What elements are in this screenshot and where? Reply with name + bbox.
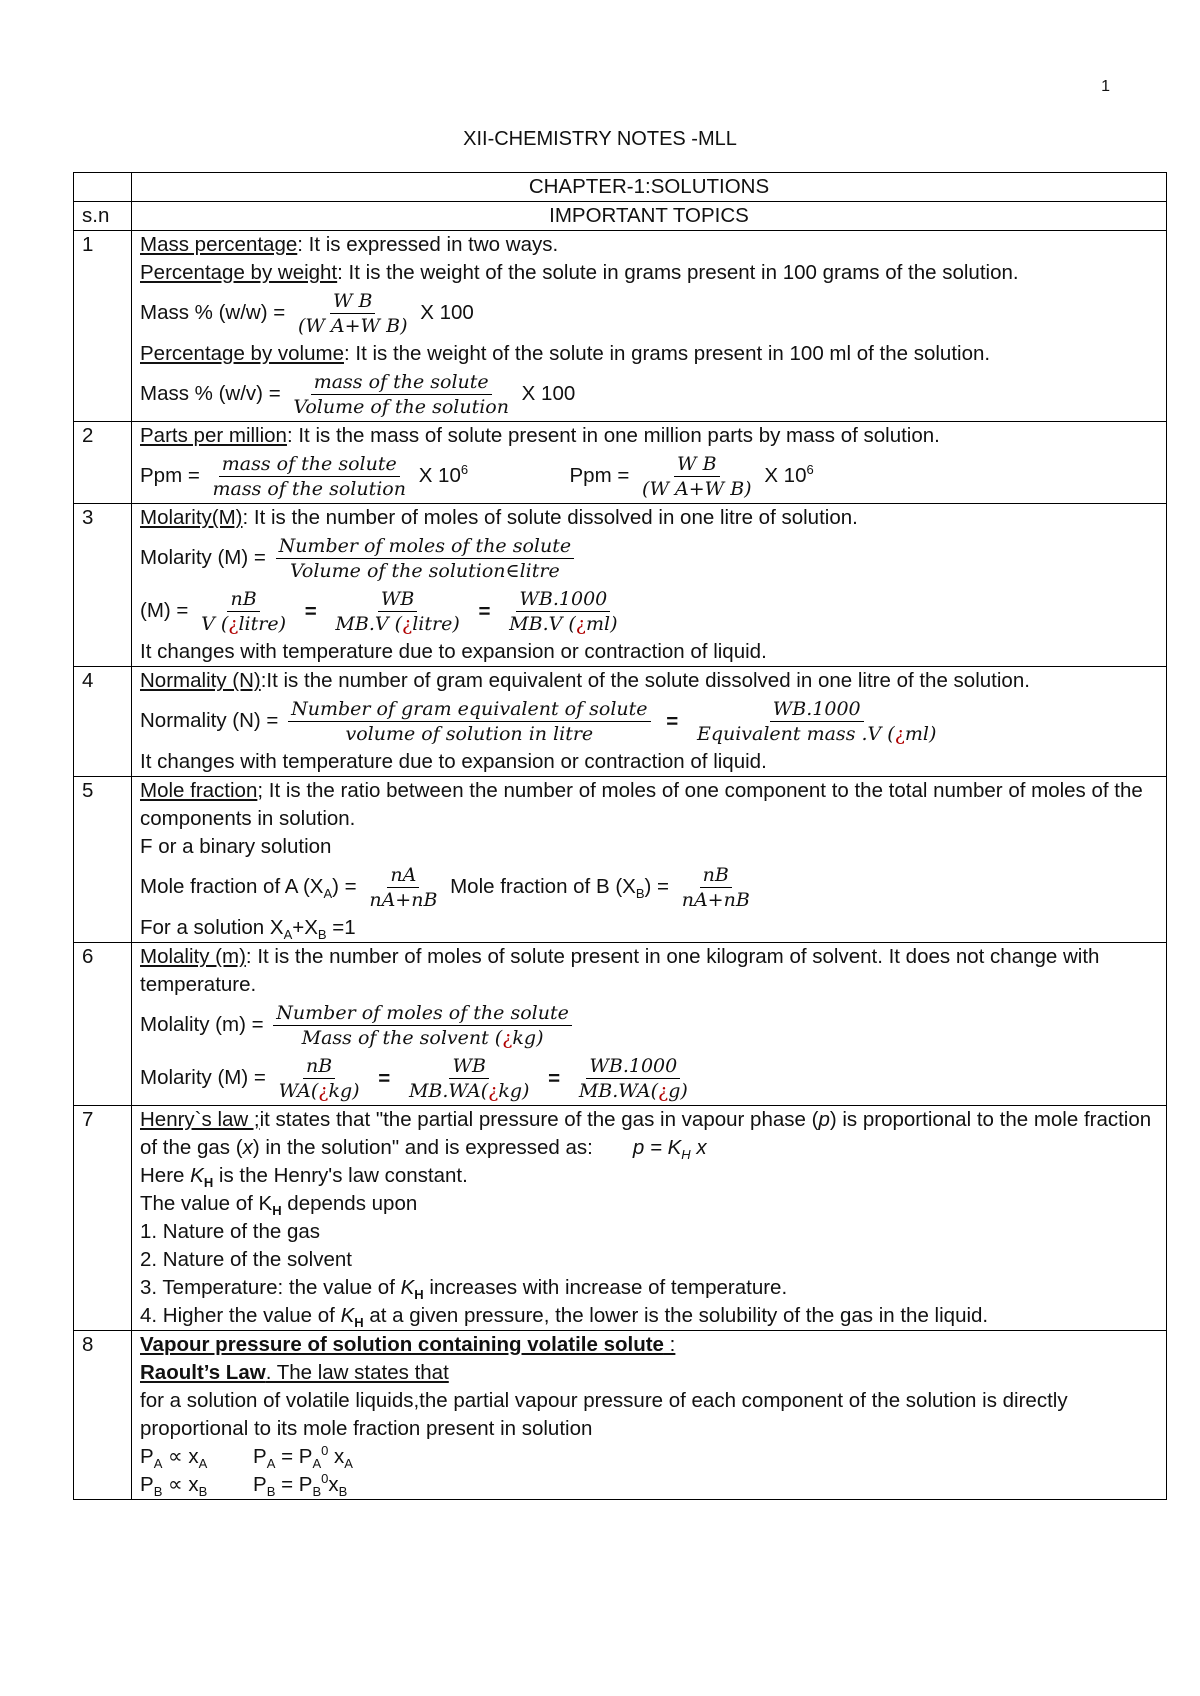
topic-text: ; It is the ratio between the number of moles of one component to the total number of moles of the components in solution. <box>140 779 1143 830</box>
equals-sign: = <box>478 599 491 623</box>
formula-row <box>140 450 1158 503</box>
row-number: 5 <box>74 777 132 943</box>
topic-term: Mass percentage <box>140 233 298 256</box>
denominator: (W A+W B) <box>642 478 752 500</box>
list-item: 1. Nature of the gas <box>140 1220 321 1243</box>
denominator: MB.V (¿litre) <box>335 613 460 635</box>
fraction <box>288 697 650 746</box>
formula-tail: X 100 <box>420 300 474 324</box>
denominator: MB.WA(¿kg) <box>408 1080 530 1102</box>
row-number: 1 <box>74 231 132 422</box>
numerator: nB <box>303 1054 335 1079</box>
numerator: mass of the solute <box>311 370 492 395</box>
denominator: Equivalent mass .V (¿ml) <box>696 723 937 745</box>
equals-sign: = <box>378 1066 391 1090</box>
formula-row <box>140 532 1158 585</box>
topic-term: Molarity(M) <box>140 506 243 529</box>
list-item: 2. Nature of the solvent <box>140 1248 352 1271</box>
formula-label: Mole fraction of B $(X_B)$ = <box>450 874 669 902</box>
document-title: XII-CHEMISTRY NOTES -MLL <box>463 128 737 150</box>
fraction <box>198 587 289 636</box>
subtopic-text: : It is the weight of the solute in grams present in 100 ml of the solution. <box>343 342 991 365</box>
exponent: 6 <box>460 462 469 478</box>
page-number: 1 <box>1101 78 1110 95</box>
formula-label: Molality (m) = <box>140 1012 264 1036</box>
topic-cell <box>132 422 1167 504</box>
row-number: 2 <box>74 422 132 504</box>
fraction <box>276 1054 363 1103</box>
topic-cell <box>132 777 1167 943</box>
chapter-row <box>74 173 1167 202</box>
equals-sign: = <box>304 599 317 623</box>
fraction <box>332 587 462 636</box>
formula-tail: X 100 <box>521 381 576 405</box>
denominator: Mass of the solvent (¿kg) <box>301 1027 544 1049</box>
topic-text: : It is expressed in two ways. <box>297 233 559 256</box>
formula-tail: X 10 <box>764 463 807 487</box>
topic-term: Normality (N) <box>140 669 261 692</box>
fraction <box>290 370 512 419</box>
numerator: nA <box>387 863 419 888</box>
row-number: 4 <box>74 667 132 777</box>
topic-line: for a solution of volatile liquids,the partial vapour pressure of each component of the solution is directly proportional to its mole fraction present in solution <box>140 1389 1068 1440</box>
row-number: 8 <box>74 1331 132 1500</box>
topic-term: Molality (m) <box>140 945 246 968</box>
header-row <box>74 202 1167 231</box>
chapter-title: CHAPTER-1:SOLUTIONS <box>132 173 1167 202</box>
table-row <box>74 231 1167 422</box>
denominator: V (¿litre) <box>201 613 287 635</box>
numerator: WB.1000 <box>586 1054 680 1079</box>
denominator: MB.V (¿ml) <box>509 613 618 635</box>
formula-row <box>140 287 1158 340</box>
fraction <box>506 587 620 636</box>
topic-cell <box>132 667 1167 777</box>
denominator: nA+nB <box>681 889 750 911</box>
fraction <box>576 1054 691 1103</box>
denominator: mass of the solution <box>212 478 406 500</box>
formula-tail: X 10 <box>418 463 461 487</box>
topic-line: F or a binary solution <box>140 835 332 858</box>
topic-text: it states that "the partial pressure of the gas in vapour phase (p) is proportional to the mole fraction of the gas (x) in the solution" and is expressed as: <box>140 1108 1152 1159</box>
numerator: W B <box>330 289 376 314</box>
chapter-sn-cell <box>74 173 132 202</box>
fraction <box>639 452 755 501</box>
formula-label: Molarity (M) = <box>140 1065 266 1089</box>
denominator: MB.WA(¿g) <box>578 1080 688 1102</box>
numerator: WB.1000 <box>770 697 864 722</box>
topic-term: Parts per million <box>140 424 287 447</box>
topic-cell <box>132 504 1167 667</box>
formula-label: Mass % (w/v) = <box>140 381 281 405</box>
topic-note: It changes with temperature due to expansion or contraction of liquid. <box>140 750 767 773</box>
fraction <box>694 697 939 746</box>
topic-cell: Vapour pressure of solution containing volatile solute : Raoult’s Law. The law states that for a solution of volatile liquids,the partial vapour pressure of each component of the solution is directly proportional to its mole fraction present in solution $P_A \propto x_A$ $P_A = P_A^0$ $x_A$ $P_B \propto x_B$ $P_B = P_B^0x_B$ <box>132 1331 1167 1500</box>
topic-cell <box>132 943 1167 1106</box>
topic-line: Here $K_H$ is the Henry's law constant. <box>140 1164 468 1191</box>
subtopic-term: Percentage by volume <box>140 342 344 365</box>
topic-heading: Vapour pressure of solution containing volatile solute <box>140 1333 664 1356</box>
numerator: Number of moles of the solute <box>276 534 575 559</box>
formula-label: (M) = <box>140 598 189 622</box>
list-item: 4. Higher the value of $K_H$ at a given pressure, the lower is the solubility of the gas in the liquid. <box>140 1304 989 1331</box>
formula-label: Ppm = <box>140 463 200 487</box>
denominator: (W A+W B) <box>297 315 408 337</box>
numerator: nB <box>700 863 732 888</box>
table-row <box>74 1106 1167 1331</box>
topic-term: Henry`s law ; <box>140 1108 260 1131</box>
topic-term: Mole fraction <box>140 779 258 802</box>
numerator: Number of gram equivalent of solute <box>288 697 650 722</box>
formula-row <box>140 1052 1158 1105</box>
numerator: WB <box>449 1054 489 1079</box>
numerator: WB <box>378 587 418 612</box>
formula-label: Mole fraction of A $(X_A)$ = <box>140 874 357 902</box>
formula-row <box>140 695 1158 748</box>
topic-text: :It is the number of gram equivalent of the solute dissolved in one litre of the solution. <box>260 669 1030 692</box>
numerator: WB.1000 <box>516 587 610 612</box>
row-number: 6 <box>74 943 132 1106</box>
formula-row: $P_A \propto x_A$ $P_A = P_A^0$ $x_A$ <box>140 1443 353 1472</box>
denominator: WA(¿kg) <box>278 1080 360 1102</box>
row-number: 3 <box>74 504 132 667</box>
topic-term: Raoult’s Law <box>140 1361 266 1384</box>
topic-text: : It is the mass of solute present in one million parts by mass of solution. <box>286 424 940 447</box>
subtopic-text: : It is the weight of the solute in grams present in 100 grams of the solution. <box>337 261 1019 284</box>
fraction <box>295 289 411 338</box>
topic-cell <box>132 1106 1167 1331</box>
topic-text: . The law states that <box>265 1361 449 1384</box>
topic-text: : It is the number of moles of solute present in one kilogram of solvent. It does not change with temperature. <box>140 945 1100 996</box>
denominator: Volume of the solution∈litre <box>289 560 560 582</box>
topic-note: It changes with temperature due to expansion or contraction of liquid. <box>140 640 767 663</box>
formula-row <box>140 861 1158 914</box>
fraction <box>273 1001 572 1050</box>
fraction <box>406 1054 532 1103</box>
header-sn: s.n <box>74 202 132 231</box>
list-item: 3. Temperature: the value of $K_H$ increases with increase of temperature. <box>140 1276 788 1303</box>
fraction <box>366 863 440 912</box>
table-row <box>74 504 1167 667</box>
formula-row: $P_B \propto x_B$ $P_B = P_B^0x_B$ <box>140 1471 348 1500</box>
table-row <box>74 1331 1167 1500</box>
numerator: Number of moles of the solute <box>273 1001 572 1026</box>
table-row <box>74 422 1167 504</box>
numerator: W B <box>674 452 720 477</box>
fraction <box>210 452 409 501</box>
equals-sign: = <box>666 709 679 733</box>
table-row <box>74 777 1167 943</box>
formula-label: Mass % (w/w) = <box>140 300 286 324</box>
formula-row <box>140 999 1158 1052</box>
denominator: nA+nB <box>369 889 438 911</box>
row-number: 7 <box>74 1106 132 1331</box>
topic-line: The value of $K_H$ depends upon <box>140 1192 418 1219</box>
formula-label: Ppm = <box>569 463 630 487</box>
table-row <box>74 667 1167 777</box>
numerator: nB <box>227 587 259 612</box>
notes-table <box>73 172 1167 1500</box>
topic-cell <box>132 231 1167 422</box>
equals-sign: = <box>548 1066 561 1090</box>
table-row <box>74 943 1167 1106</box>
denominator: volume of solution in litre <box>345 723 594 745</box>
formula-row <box>140 585 1158 638</box>
fraction <box>679 863 753 912</box>
topic-text: : It is the number of moles of solute dissolved in one litre of solution. <box>242 506 858 529</box>
formula-label: Normality (N) = <box>140 708 279 732</box>
denominator: Volume of the solution <box>293 396 509 418</box>
fraction <box>276 534 575 583</box>
numerator: mass of the solute <box>219 452 400 477</box>
subtopic-term: Percentage by weight <box>140 261 338 284</box>
header-topics: IMPORTANT TOPICS <box>132 202 1167 231</box>
exponent: 6 <box>806 462 814 478</box>
formula-label: Molarity (M) = <box>140 545 266 569</box>
topic-note: For a solution $X_A+X_B =1$ <box>140 916 356 943</box>
henry-law-equation: $p = K_H$ x <box>632 1136 707 1163</box>
formula-row <box>140 368 1158 421</box>
